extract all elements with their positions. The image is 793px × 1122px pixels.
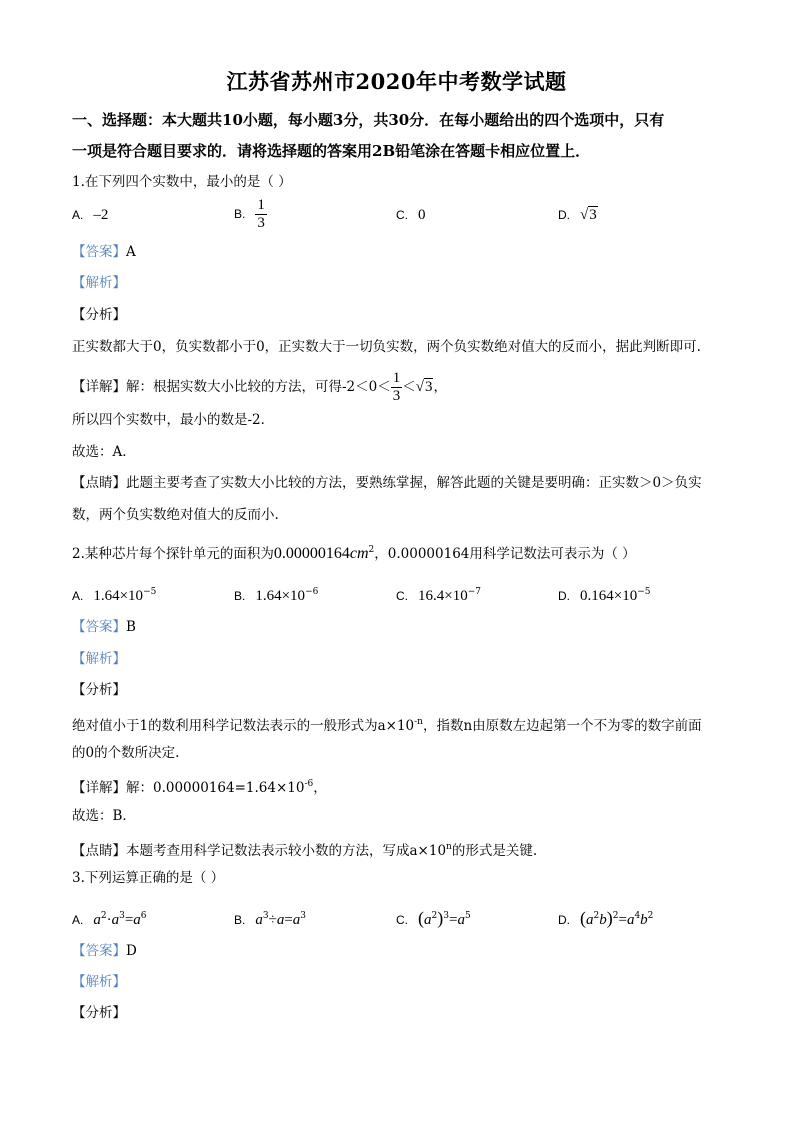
answer-tag: 【答案】 <box>72 943 126 959</box>
q2-answer <box>72 617 136 637</box>
math-exp: 3 <box>443 911 449 921</box>
section-header-line2: 一项是符合题目要求的．请将选择题的答案用2B铅笔涂在答题卡相应位置上． <box>72 142 591 160</box>
q1-analysis-tag: 【解析】 <box>72 275 126 291</box>
review-exp: n <box>446 842 452 852</box>
math-exp: 2 <box>100 911 107 921</box>
page-title: 江苏省苏州市2020年中考数学试题 <box>226 69 567 94</box>
stem-prefix: 2.某种芯片每个探针单元的面积为 <box>72 546 274 562</box>
q2-choose: 故选：B． <box>72 808 136 824</box>
q2-fenxi-line2: 的0的个数所决定. <box>72 745 180 761</box>
review-text: 此题主要考查了实数大小比较的方法，要熟练掌握，解答此题的关键是要明确：正实数＞0＞负实 <box>126 475 702 491</box>
math-exp: 4 <box>634 911 641 921</box>
option-label: A. <box>72 913 84 927</box>
stem-unit: cm <box>349 545 369 562</box>
math-op: = <box>124 912 134 928</box>
math-op: = <box>284 912 293 928</box>
fraction-denominator: 3 <box>257 215 265 231</box>
option-label: D. <box>558 208 570 222</box>
q1-conclusion: 所以四个实数中，最小的数是-2． <box>72 412 275 428</box>
math-op: = <box>618 912 627 928</box>
fenxi-exp: -n <box>414 717 423 727</box>
option-base: 16.4×10 <box>418 588 468 604</box>
q3-option-c <box>396 906 471 930</box>
detail-exp: -6 <box>304 779 314 789</box>
q1-review-line2: 数，两个负实数绝对值大的反而小. <box>72 507 279 523</box>
q1-review-line1 <box>72 473 702 493</box>
option-base: 0.164×10 <box>580 588 638 604</box>
q1-option-a <box>72 205 108 225</box>
review-tag: 【点睛】 <box>72 475 126 491</box>
q2-analysis-tag: 【解析】 <box>72 651 126 667</box>
math-exp: 2 <box>593 911 600 921</box>
answer-tag: 【答案】 <box>72 619 126 635</box>
q2-option-b <box>234 582 318 606</box>
math-exp: 2 <box>431 911 438 921</box>
stem-value: 0.00000164 <box>273 545 350 562</box>
fraction-numerator: 1 <box>257 197 265 213</box>
option-exp: −5 <box>637 587 651 597</box>
option-label: B. <box>234 207 246 221</box>
q3-option-a <box>72 906 147 930</box>
q1-option-d <box>558 205 598 225</box>
math-op: ÷ <box>268 912 277 928</box>
review-tag: 【点睛】 <box>72 843 126 859</box>
q1-choose: 故选：A． <box>72 444 136 460</box>
radical-sign: √ <box>415 379 424 395</box>
review-prefix: 本题考查用科学记数法表示较小数的方法，写成a×10 <box>126 843 447 859</box>
answer-tag: 【答案】 <box>72 244 126 260</box>
math-term: a <box>93 912 101 928</box>
fraction <box>255 197 267 232</box>
option-label: C. <box>396 208 408 222</box>
q3-answer <box>72 941 137 961</box>
review-suffix: 的形式是关键. <box>451 843 538 859</box>
q1-fenxi: 正实数都大于0，负实数都小于0，正实数大于一切负实数，两个负实数绝对值大的反而小，据此判断即可. <box>72 339 701 355</box>
q2-review <box>72 837 537 861</box>
math-op: = <box>448 912 458 928</box>
math-term: a <box>292 912 301 928</box>
q2-option-d <box>558 582 651 606</box>
math-paren: ( <box>418 908 424 928</box>
math-exp: 3 <box>119 911 125 921</box>
math-exp: 6 <box>140 911 147 921</box>
q1-fenxi-tag: 【分析】 <box>72 307 126 323</box>
math-exp: 5 <box>464 911 471 921</box>
detail-mid: ＜ <box>402 379 416 395</box>
q3-option-b <box>234 906 306 930</box>
math-term: a <box>276 912 285 928</box>
option-value: –2 <box>93 207 109 223</box>
math-term: b <box>640 912 648 928</box>
radicand: 3 <box>589 207 597 223</box>
option-base: 1.64×10 <box>255 588 306 604</box>
math-exp: 3 <box>300 911 307 921</box>
fraction-denominator: 3 <box>392 388 401 404</box>
answer-value: B <box>126 619 136 635</box>
option-label: A. <box>72 208 84 222</box>
square-root <box>580 206 598 223</box>
radicand: 3 <box>424 379 433 395</box>
stem-unit-exp: 2 <box>368 545 375 555</box>
answer-value: A <box>126 244 136 260</box>
option-base: 1.64×10 <box>93 588 144 604</box>
option-exp: −5 <box>143 587 157 597</box>
math-paren: ) <box>606 908 613 928</box>
q3-option-d <box>558 906 653 930</box>
fenxi-suffix: ，指数n由原数左边起第一个不为零的数字前面 <box>422 718 702 734</box>
fraction <box>391 370 403 405</box>
option-label: B. <box>234 589 246 603</box>
option-label: A. <box>72 589 84 603</box>
option-label: C. <box>396 913 408 927</box>
q2-fenxi-line1 <box>72 712 702 736</box>
option-value: 0 <box>418 207 426 223</box>
math-term: a <box>586 912 594 928</box>
math-term: a <box>626 912 635 928</box>
q2-stem <box>72 540 636 564</box>
fraction-numerator: 1 <box>392 370 401 386</box>
option-label: C. <box>396 589 408 603</box>
detail-tag: 【详解】 <box>72 379 126 395</box>
q2-detail <box>72 774 327 798</box>
math-term: a <box>133 912 141 928</box>
q2-option-a <box>72 582 156 606</box>
q2-fenxi-tag: 【分析】 <box>72 682 126 698</box>
math-exp: 2 <box>612 911 619 921</box>
q3-analysis-tag: 【解析】 <box>72 974 126 990</box>
math-term: b <box>599 912 607 928</box>
option-label: B. <box>234 913 246 927</box>
detail-suffix: ， <box>433 379 447 395</box>
detail-prefix: 解：根据实数大小比较的方法，可得-2＜0＜ <box>126 379 391 395</box>
option-label: D. <box>558 913 570 927</box>
q1-option-b <box>234 197 267 232</box>
radical-sign: √ <box>580 207 589 223</box>
detail-tag: 【详解】 <box>72 780 126 796</box>
math-paren: ) <box>437 908 444 928</box>
math-op: · <box>106 912 112 928</box>
q2-option-c <box>396 582 481 606</box>
q1-option-c <box>396 205 426 225</box>
math-term: a <box>111 912 120 928</box>
q1-detail <box>72 370 447 405</box>
detail-suffix: ， <box>313 780 327 796</box>
answer-value: D <box>126 943 137 959</box>
math-term: a <box>255 912 263 928</box>
stem-suffix: ，0.00000164用科学记数法可表示为（ ） <box>374 546 636 562</box>
option-label: D. <box>558 589 570 603</box>
math-exp: 2 <box>647 911 654 921</box>
math-term: a <box>424 912 432 928</box>
section-header-line1: 一、选择题：本大题共10小题，每小题3分，共30分．在每小题给出的四个选项中，只有 <box>72 111 665 129</box>
q1-answer <box>72 242 136 262</box>
square-root <box>416 378 434 395</box>
detail-prefix: 解：0.00000164=1.64×10 <box>126 780 305 796</box>
option-exp: −7 <box>467 587 481 597</box>
math-exp: 3 <box>262 911 269 921</box>
option-exp: −6 <box>305 587 319 597</box>
math-term: a <box>457 912 465 928</box>
fenxi-prefix: 绝对值小于1的数利用科学记数法表示的一般形式为a×10 <box>72 718 415 734</box>
math-paren: ( <box>580 908 586 928</box>
q3-stem: 3.下列运算正确的是（ ） <box>72 870 225 886</box>
q3-fenxi-tag: 【分析】 <box>72 1005 126 1021</box>
q1-stem: 1.在下列四个实数中，最小的是（ ） <box>72 174 292 190</box>
